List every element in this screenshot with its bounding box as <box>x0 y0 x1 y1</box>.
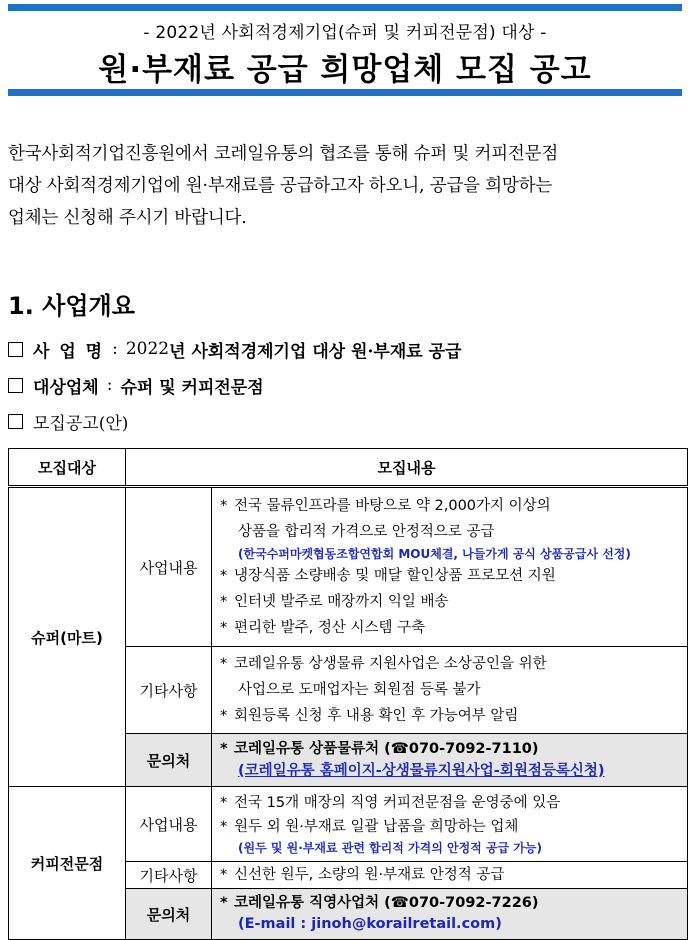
checklist-item <box>8 403 461 439</box>
target-coffee: 커피전문점 <box>9 787 126 940</box>
bullet-continuation: 사업으로 도매업자는 회원점 등록 불가 <box>238 682 481 698</box>
item-separator: : <box>106 375 113 395</box>
bullet-line: * 냉장식품 소량배송 및 매달 할인상품 프로모션 지원 <box>220 568 556 584</box>
category-other: 기타사항 <box>126 647 212 734</box>
homepage-link[interactable]: (코레일유통 홈페이지-상생물류지원사업-회원점등록신청) <box>238 763 605 779</box>
bullet-line: * 코레일유통 상생물류 지원사업은 소상공인을 위한 <box>220 656 547 672</box>
bullet-line: * 신선한 원두, 소량의 원·부재료 안정적 공급 <box>220 867 505 883</box>
checklist-item <box>8 331 461 367</box>
category-business: 사업내용 <box>126 787 212 862</box>
item-label: 대상업체 <box>33 377 99 398</box>
supply-note: (원두 및 원·부재료 관련 합리적 가격의 안정적 공급 가능) <box>238 841 542 855</box>
category-contact: 문의처 <box>126 734 212 787</box>
intro-line: 대상 사회적경제기업에 원·부재료를 공급하고자 하오니, 공급을 희망하는 <box>8 176 553 196</box>
checkbox-icon <box>8 414 23 429</box>
bullet-line: * 전국 물류인프라를 바탕으로 약 2,000가지 이상의 <box>220 498 551 514</box>
category-contact: 문의처 <box>126 889 212 940</box>
subtitle: - 2022년 사회적경제기업(슈퍼 및 커피전문점) 대상 - <box>143 23 547 43</box>
section-heading: 1. 사업개요 <box>8 292 135 320</box>
contact-line: * 코레일유통 상품물류처 (☎070-7092-7110) <box>220 741 539 757</box>
bottom-rule <box>8 89 682 96</box>
table-header-row <box>9 449 688 487</box>
content-cell <box>212 647 688 734</box>
content-cell <box>212 487 688 647</box>
contact-line: * 코레일유통 직영사업처 (☎070-7092-7226) <box>220 895 539 911</box>
overview-checklist <box>8 331 461 439</box>
checklist-item <box>8 367 461 403</box>
bullet-line: * 원두 외 원·부재료 일괄 납품을 희망하는 업체 <box>220 819 519 835</box>
bullet-line: * 회원등록 신청 후 내용 확인 후 가능여부 알림 <box>220 708 519 724</box>
contact-cell <box>212 734 688 787</box>
checkbox-icon <box>8 378 23 393</box>
table-row <box>9 487 688 647</box>
item-label: 모집공고(안) <box>33 413 129 434</box>
intro-line: 업체는 신청해 주시기 바랍니다. <box>8 208 247 228</box>
intro-paragraph <box>8 138 688 234</box>
title-banner <box>8 4 682 96</box>
item-value-year: 2022 <box>125 339 170 359</box>
target-supermarket: 슈퍼(마트) <box>9 487 126 787</box>
bullet-line: * 전국 15개 매장의 직영 커피전문점을 운영중에 있음 <box>220 795 561 811</box>
mou-note: (한국수퍼마켓협동조합연합회 MOU체결, 나들가게 공식 상품공급사 선정) <box>238 547 631 561</box>
top-rule <box>8 4 682 11</box>
bullet-line: * 편리한 발주, 정산 시스템 구축 <box>220 620 426 636</box>
header-content: 모집내용 <box>126 449 688 487</box>
item-value: 년 사회적경제기업 대상 원·부재료 공급 <box>169 341 462 362</box>
content-cell <box>212 862 688 889</box>
recruitment-table <box>8 448 688 940</box>
item-separator: : <box>112 339 118 359</box>
item-label: 사 업 명 <box>33 341 105 362</box>
page-title: 원·부재료 공급 희망업체 모집 공고 <box>98 52 592 88</box>
header-target: 모집대상 <box>9 449 126 487</box>
bullet-continuation: 상품을 합리적 가격으로 안정적으로 공급 <box>238 524 495 540</box>
category-business: 사업내용 <box>126 487 212 647</box>
intro-line: 한국사회적기업진흥원에서 코레일유통의 협조를 통해 슈퍼 및 커피전문점 <box>8 144 559 164</box>
checkbox-icon <box>8 342 23 357</box>
content-cell <box>212 787 688 862</box>
item-value: 슈퍼 및 커피전문점 <box>120 377 264 398</box>
email-line[interactable]: (E-mail : jinoh@korailretail.com) <box>238 916 502 932</box>
table-row <box>9 787 688 862</box>
bullet-line: * 인터넷 발주로 매장까지 익일 배송 <box>220 594 449 610</box>
category-other: 기타사항 <box>126 862 212 889</box>
